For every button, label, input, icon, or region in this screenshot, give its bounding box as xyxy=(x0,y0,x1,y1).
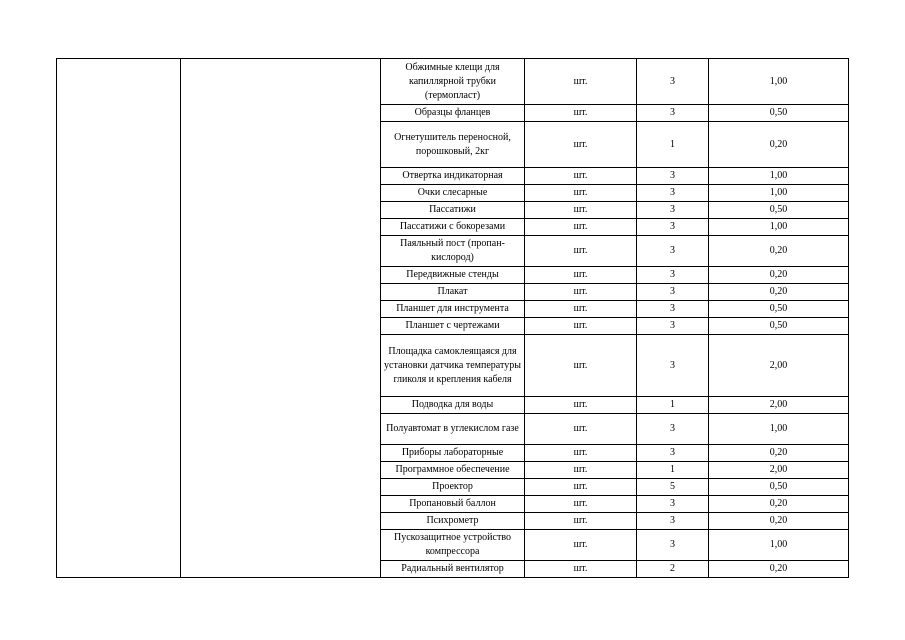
item-coef-cell: 0,50 xyxy=(709,202,849,219)
item-coef-cell: 0,20 xyxy=(709,284,849,301)
item-name-cell: Пассатижи xyxy=(381,202,525,219)
item-coef-cell: 0,50 xyxy=(709,301,849,318)
item-coef-cell: 0,20 xyxy=(709,561,849,578)
item-qty-cell: 3 xyxy=(637,301,709,318)
item-coef-cell: 1,00 xyxy=(709,185,849,202)
item-name-cell: Психрометр xyxy=(381,513,525,530)
item-unit-cell: шт. xyxy=(525,236,637,267)
item-unit-cell: шт. xyxy=(525,496,637,513)
item-coef-cell: 0,50 xyxy=(709,479,849,496)
item-unit-cell: шт. xyxy=(525,318,637,335)
equipment-table xyxy=(56,58,849,578)
item-qty-cell: 3 xyxy=(637,414,709,445)
item-unit-cell: шт. xyxy=(525,530,637,561)
item-unit-cell: шт. xyxy=(525,59,637,105)
item-unit-cell: шт. xyxy=(525,185,637,202)
item-coef-cell: 0,50 xyxy=(709,105,849,122)
item-unit-cell: шт. xyxy=(525,414,637,445)
item-qty-cell: 3 xyxy=(637,202,709,219)
item-name-cell: Очки слесарные xyxy=(381,185,525,202)
item-name-cell: Программное обеспечение xyxy=(381,462,525,479)
item-name-cell: Отвертка индикаторная xyxy=(381,168,525,185)
item-name-cell: Пускозащитное устройство компрессора xyxy=(381,530,525,561)
item-unit-cell: шт. xyxy=(525,284,637,301)
item-unit-cell: шт. xyxy=(525,219,637,236)
item-name-cell: Пропановый баллон xyxy=(381,496,525,513)
item-coef-cell: 0,20 xyxy=(709,236,849,267)
item-coef-cell: 1,00 xyxy=(709,168,849,185)
item-qty-cell: 3 xyxy=(637,168,709,185)
item-coef-cell: 0,50 xyxy=(709,318,849,335)
item-unit-cell: шт. xyxy=(525,335,637,397)
item-coef-cell: 0,20 xyxy=(709,513,849,530)
item-unit-cell: шт. xyxy=(525,445,637,462)
item-coef-cell: 0,20 xyxy=(709,267,849,284)
item-coef-cell: 0,20 xyxy=(709,122,849,168)
item-coef-cell: 0,20 xyxy=(709,445,849,462)
item-qty-cell: 3 xyxy=(637,105,709,122)
item-qty-cell: 3 xyxy=(637,185,709,202)
item-qty-cell: 3 xyxy=(637,496,709,513)
item-coef-cell: 1,00 xyxy=(709,414,849,445)
empty-column-1-cell xyxy=(57,59,181,578)
item-qty-cell: 1 xyxy=(637,397,709,414)
item-unit-cell: шт. xyxy=(525,462,637,479)
item-qty-cell: 3 xyxy=(637,236,709,267)
item-qty-cell: 3 xyxy=(637,318,709,335)
item-name-cell: Планшет для инструмента xyxy=(381,301,525,318)
table-row xyxy=(57,59,849,105)
item-unit-cell: шт. xyxy=(525,479,637,496)
item-qty-cell: 5 xyxy=(637,479,709,496)
item-coef-cell: 2,00 xyxy=(709,335,849,397)
item-unit-cell: шт. xyxy=(525,397,637,414)
item-unit-cell: шт. xyxy=(525,202,637,219)
item-unit-cell: шт. xyxy=(525,122,637,168)
item-qty-cell: 3 xyxy=(637,530,709,561)
item-qty-cell: 3 xyxy=(637,335,709,397)
equipment-table-body xyxy=(57,59,849,578)
item-qty-cell: 3 xyxy=(637,284,709,301)
item-coef-cell: 1,00 xyxy=(709,530,849,561)
item-name-cell: Пассатижи с бокорезами xyxy=(381,219,525,236)
item-coef-cell: 0,20 xyxy=(709,496,849,513)
item-name-cell: Образцы фланцев xyxy=(381,105,525,122)
item-unit-cell: шт. xyxy=(525,168,637,185)
item-unit-cell: шт. xyxy=(525,561,637,578)
item-name-cell: Площадка самоклеящаяся для установки датчика температуры гликоля и крепления кабеля xyxy=(381,335,525,397)
item-qty-cell: 3 xyxy=(637,513,709,530)
item-name-cell: Полуавтомат в углекислом газе xyxy=(381,414,525,445)
item-qty-cell: 3 xyxy=(637,267,709,284)
item-coef-cell: 1,00 xyxy=(709,59,849,105)
item-qty-cell: 3 xyxy=(637,445,709,462)
item-name-cell: Плакат xyxy=(381,284,525,301)
item-unit-cell: шт. xyxy=(525,513,637,530)
item-name-cell: Огнетушитель переносной, порошковый, 2кг xyxy=(381,122,525,168)
item-qty-cell: 2 xyxy=(637,561,709,578)
item-name-cell: Приборы лабораторные xyxy=(381,445,525,462)
item-qty-cell: 3 xyxy=(637,219,709,236)
item-qty-cell: 1 xyxy=(637,462,709,479)
item-name-cell: Паяльный пост (пропан-кислород) xyxy=(381,236,525,267)
item-qty-cell: 1 xyxy=(637,122,709,168)
item-unit-cell: шт. xyxy=(525,105,637,122)
item-unit-cell: шт. xyxy=(525,301,637,318)
item-name-cell: Проектор xyxy=(381,479,525,496)
item-name-cell: Подводка для воды xyxy=(381,397,525,414)
item-qty-cell: 3 xyxy=(637,59,709,105)
item-name-cell: Радиальный вентилятор xyxy=(381,561,525,578)
empty-column-2-cell xyxy=(181,59,381,578)
item-name-cell: Обжимные клещи для капиллярной трубки (термопласт) xyxy=(381,59,525,105)
item-name-cell: Передвижные стенды xyxy=(381,267,525,284)
item-coef-cell: 1,00 xyxy=(709,219,849,236)
item-name-cell: Планшет с чертежами xyxy=(381,318,525,335)
item-coef-cell: 2,00 xyxy=(709,462,849,479)
item-unit-cell: шт. xyxy=(525,267,637,284)
item-coef-cell: 2,00 xyxy=(709,397,849,414)
